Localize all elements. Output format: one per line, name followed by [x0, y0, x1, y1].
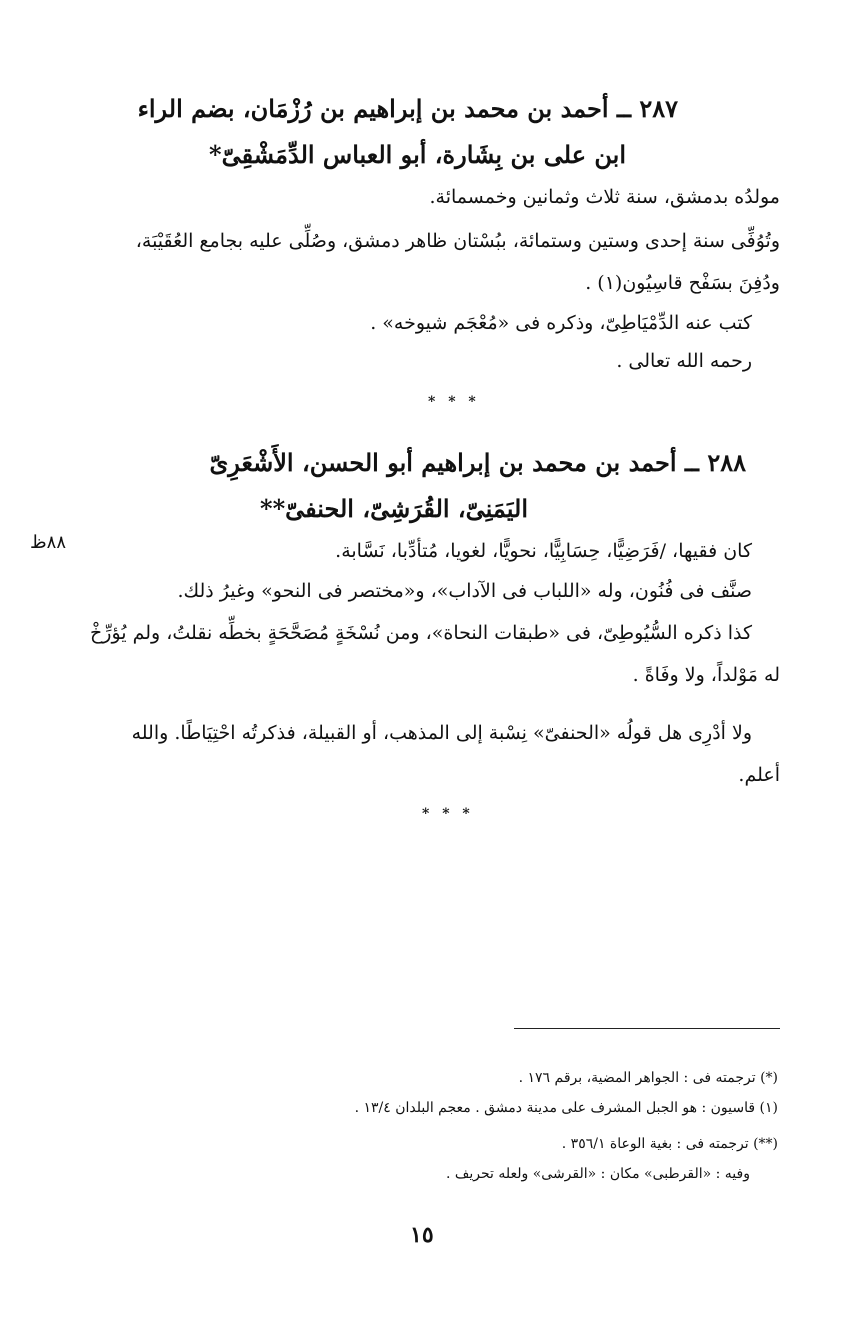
footnote-rule	[514, 1028, 780, 1029]
entry-287-body-line: كتب عنه الدِّمْيَاطِىّ، وذكره فى «مُعْجَم شيوخه» .	[370, 312, 752, 334]
entry-288-body-line: له مَوْلداً، ولا وفَاةً .	[632, 664, 780, 686]
entry-287-body-line: مولدُه بدمشق، سنة ثلاث وثمانين وخمسمائة.	[429, 186, 780, 208]
entry-288-body-line: صنَّف فى فُنُون، وله «اللباب فى الآداب»، و«مختصر فى النحو» وغيرُ ذلك.	[177, 580, 752, 602]
footnote: (*) ترجمته فى : الجواهر المضية، برقم ١٧٦ .	[518, 1070, 778, 1086]
entry-288-body-line: كان فقيها، /فَرَضِيًّا، حِسَابِيًّا، نحويًّا، لغويا، مُتأدِّبا، نَسَّابة.	[335, 540, 752, 562]
entry-288-body-line: ولا أدْرِى هل قولُه «الحنفىّ» نِسْبة إلى المذهب، أو القبيلة، فذكرتُه احْتِيَاطًا. والله	[131, 722, 752, 744]
manuscript-folio-margin-note: ٨٨ظ	[30, 532, 66, 553]
entry-288-heading-line1: ٢٨٨ ــ أحمد بن محمد بن إبراهيم أبو الحسن، الأَشْعَرِىّ	[209, 448, 746, 477]
entry-287-body-line: رحمه الله تعالى .	[616, 350, 752, 372]
footnote: (**) ترجمته فى : بغية الوعاة ٣٥٦/١ .	[561, 1136, 778, 1152]
section-separator: * * *	[428, 394, 480, 410]
footnote: (١) قاسيون : هو الجبل المشرف على مدينة دمشق . معجم البلدان ١٣/٤ .	[354, 1100, 778, 1116]
entry-287-heading-line1: ٢٨٧ ــ أحمد بن محمد بن إبراهيم بن رُزْمَان، بضم الراء	[137, 94, 678, 123]
section-separator: * * *	[422, 806, 474, 822]
page-number: ١٥	[410, 1222, 434, 1248]
entry-288-body-line: كذا ذكره السُّيُوطِىّ، فى «طبقات النحاة»، ومن نُسْخَةٍ مُصَحَّحَةٍ بخطِّه نقلتُ، ولم يُؤرِّخْ	[90, 622, 752, 644]
entry-287-body-line: وتُوُفِّى سنة إحدى وستين وستمائة، ببُسْتان ظاهر دمشق، وصُلِّى عليه بجامع العُقَيْبَة،	[135, 230, 780, 252]
entry-288-body-line: أعلم.	[738, 764, 780, 786]
entry-287-heading-line2: ابن على بن بِشَارة، أبو العباس الدِّمَشْقِىّ*	[209, 140, 626, 169]
entry-288-heading-line2: اليَمَنِىّ، القُرَشِىّ، الحنفىّ**	[260, 494, 528, 523]
entry-287-body-line: ودُفِنَ بسَفْح قاسِيُون(١) .	[585, 272, 780, 294]
footnote: وفيه : «القرطبى» مكان : «القرشى» ولعله تحريف .	[445, 1166, 750, 1182]
